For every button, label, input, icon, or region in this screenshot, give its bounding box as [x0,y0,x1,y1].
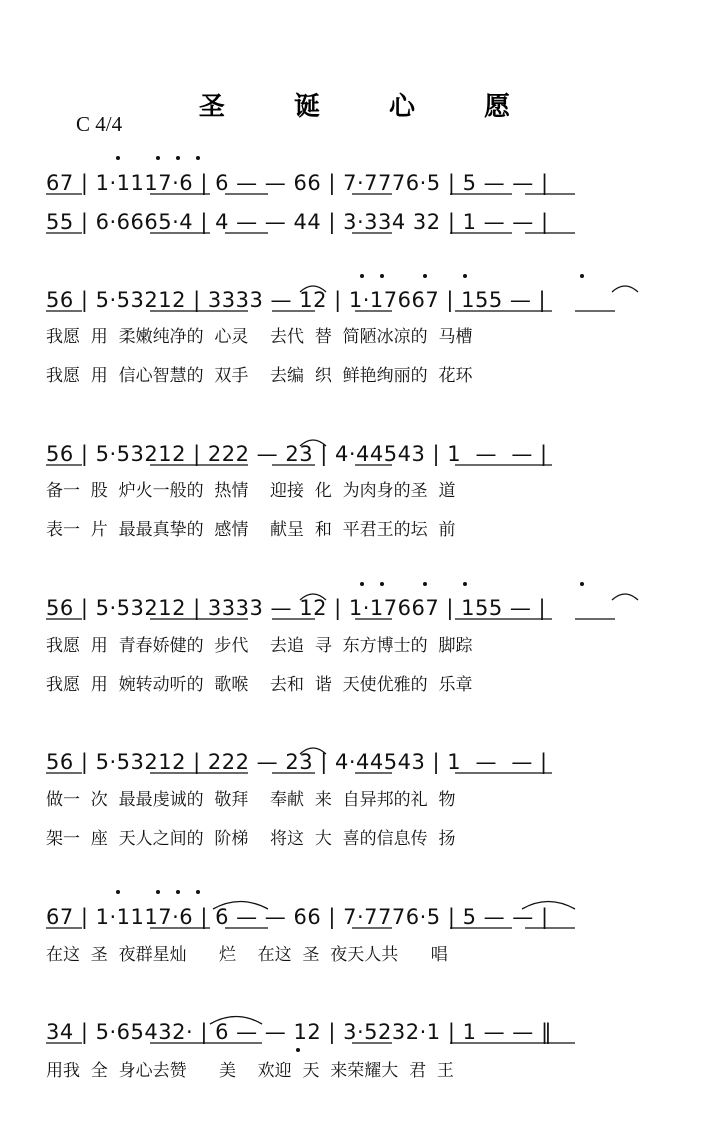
lyrics-line: 做一 次 最最虔诚的 敬拜 奉献 来 自异邦的礼 物 [46,790,456,810]
octave-dot [116,890,120,894]
notation-line: 55 | 6·6665·4 | 4 — — 44 | 3·334 32 | 1 — — | [46,210,549,234]
notation-line: 56 | 5·53212 | 222 — 23 | 4·44543 | 1 — — | [46,750,548,774]
notation-line: 67 | 1·1117·6 | 6 — — 66 | 7·7776·5 | 5 — — | [46,905,549,929]
slur-arc [300,286,326,292]
slur-arc [300,748,326,754]
octave-dot [380,582,384,586]
notation-line: 56 | 5·53212 | 222 — 23 | 4·44543 | 1 — — | [46,442,548,466]
slur-arc [612,286,638,292]
octave-dot [360,274,364,278]
octave-dot [156,156,160,160]
octave-dot [196,156,200,160]
lyrics-line: 表一 片 最最真挚的 感情 献呈 和 平君王的坛 前 [46,520,456,540]
notation-line: 56 | 5·53212 | 3333 — 12 | 1·17667 | 155 — | [46,288,547,312]
song-title: 圣 诞 心 愿 [198,92,541,122]
octave-dot [423,274,427,278]
octave-dot [176,890,180,894]
octave-dot [196,890,200,894]
lyrics-line: 我愿 用 青春娇健的 步代 去追 寻 东方博士的 脚踪 [46,636,473,656]
lyrics-line: 备一 股 炉火一般的 热情 迎接 化 为肉身的圣 道 [46,481,456,501]
lyrics-line: 在这 圣 夜群星灿 烂 在这 圣 夜天人共 唱 [46,945,448,965]
lyrics-line: 架一 座 天人之间的 阶梯 将这 大 喜的信息传 扬 [46,829,456,849]
octave-dot [580,582,584,586]
lyrics-line: 我愿 用 柔嫩纯净的 心灵 去代 替 简陋冰凉的 马槽 [46,327,473,347]
notation-line: 67 | 1·1117·6 | 6 — — 66 | 7·7776·5 | 5 — — | [46,171,549,195]
octave-dot [296,1048,300,1052]
octave-dot [116,156,120,160]
octave-dot [360,582,364,586]
notation-line: 56 | 5·53212 | 3333 — 12 | 1·17667 | 155 — | [46,596,547,620]
octave-dot [580,274,584,278]
notation-line: 34 | 5·65432· | 6 — — 12 | 3·5232·1 | 1 — — ‖ [46,1020,552,1044]
slur-arc [210,1017,262,1025]
lyrics-line: 我愿 用 婉转动听的 歌喉 去和 谐 天使优雅的 乐章 [46,675,473,695]
slur-arc [522,902,575,910]
octave-dot [176,156,180,160]
lyrics-line: 用我 全 身心去赞 美 欢迎 天 来荣耀大 君 王 [46,1061,454,1081]
octave-dot [423,582,427,586]
slur-arc [213,902,268,910]
lyrics-line: 我愿 用 信心智慧的 双手 去编 织 鲜艳绚丽的 花环 [46,366,473,386]
octave-dot [380,274,384,278]
slur-arc [300,440,326,446]
octave-dot [463,274,467,278]
slur-arc [300,594,326,600]
key-signature: C 4/4 [76,112,123,136]
octave-dot [463,582,467,586]
octave-dot [156,890,160,894]
slur-arc [612,594,638,600]
